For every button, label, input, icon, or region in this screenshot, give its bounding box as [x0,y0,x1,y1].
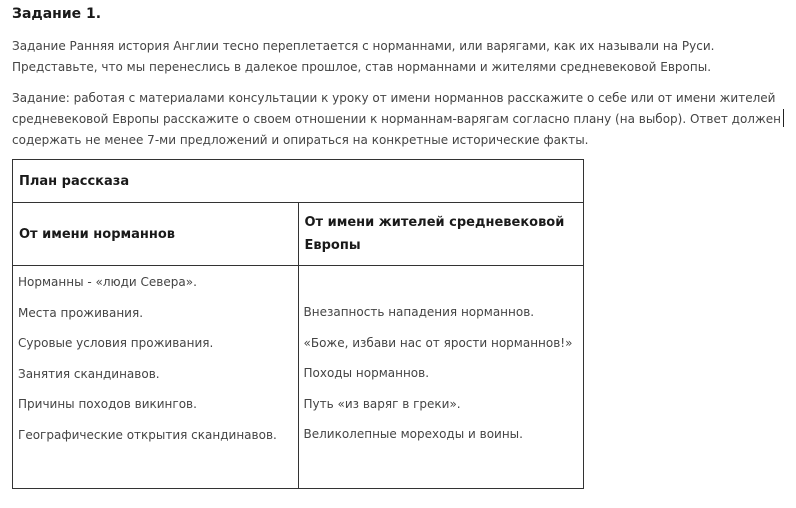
list-item: Географические открытия скандинавов. [18,427,277,442]
plan-table [12,159,584,489]
europeans-plan-cell [298,266,584,489]
list-item: Норманны - «люди Севера». [18,275,197,289]
normans-plan-list [13,267,298,451]
task-intro-paragraph: Задание Ранняя история Англии тесно переплетается с норманнами, или варягами, как их называли на Руси. Представьте, что мы перенеслись в далекое прошлое, став норманнами и жителями средневековой Европы. [12,39,715,74]
task-instructions-paragraph: Задание: работая с материалами консультации к уроку от имени норманнов расскажите о себе или от имени жителей средневековой Европы расскажите о своем отношении к норманнам-варягам согласно плану (на выбор). Ответ должен содержать не менее 7-ми предложений и опираться на конкретные исторические факты. [12,91,782,147]
list-item: Занятия скандинавов. [18,366,160,381]
list-item: Причины походов викингов. [18,397,197,412]
list-item: Походы норманнов. [303,366,430,381]
europeans-plan-list [299,297,584,450]
list-item: Внезапность нападения норманнов. [303,305,535,319]
column-header-normans: От имени норманнов [13,203,299,266]
task-title: Задание 1. [12,6,102,22]
plan-table-title: План рассказа [13,160,584,203]
list-item: Великолепные мореходы и воины. [303,427,523,442]
text-cursor [783,109,784,127]
list-item: Путь «из варяг в греки». [303,396,461,411]
normans-plan-cell [13,266,299,489]
list-item: «Боже, избави нас от ярости норманнов!» [303,335,573,350]
list-item: Места проживания. [18,305,144,320]
column-header-europeans: От имени жителей средневековой Европы [298,203,584,266]
list-item: Суровые условия проживания. [18,336,214,351]
